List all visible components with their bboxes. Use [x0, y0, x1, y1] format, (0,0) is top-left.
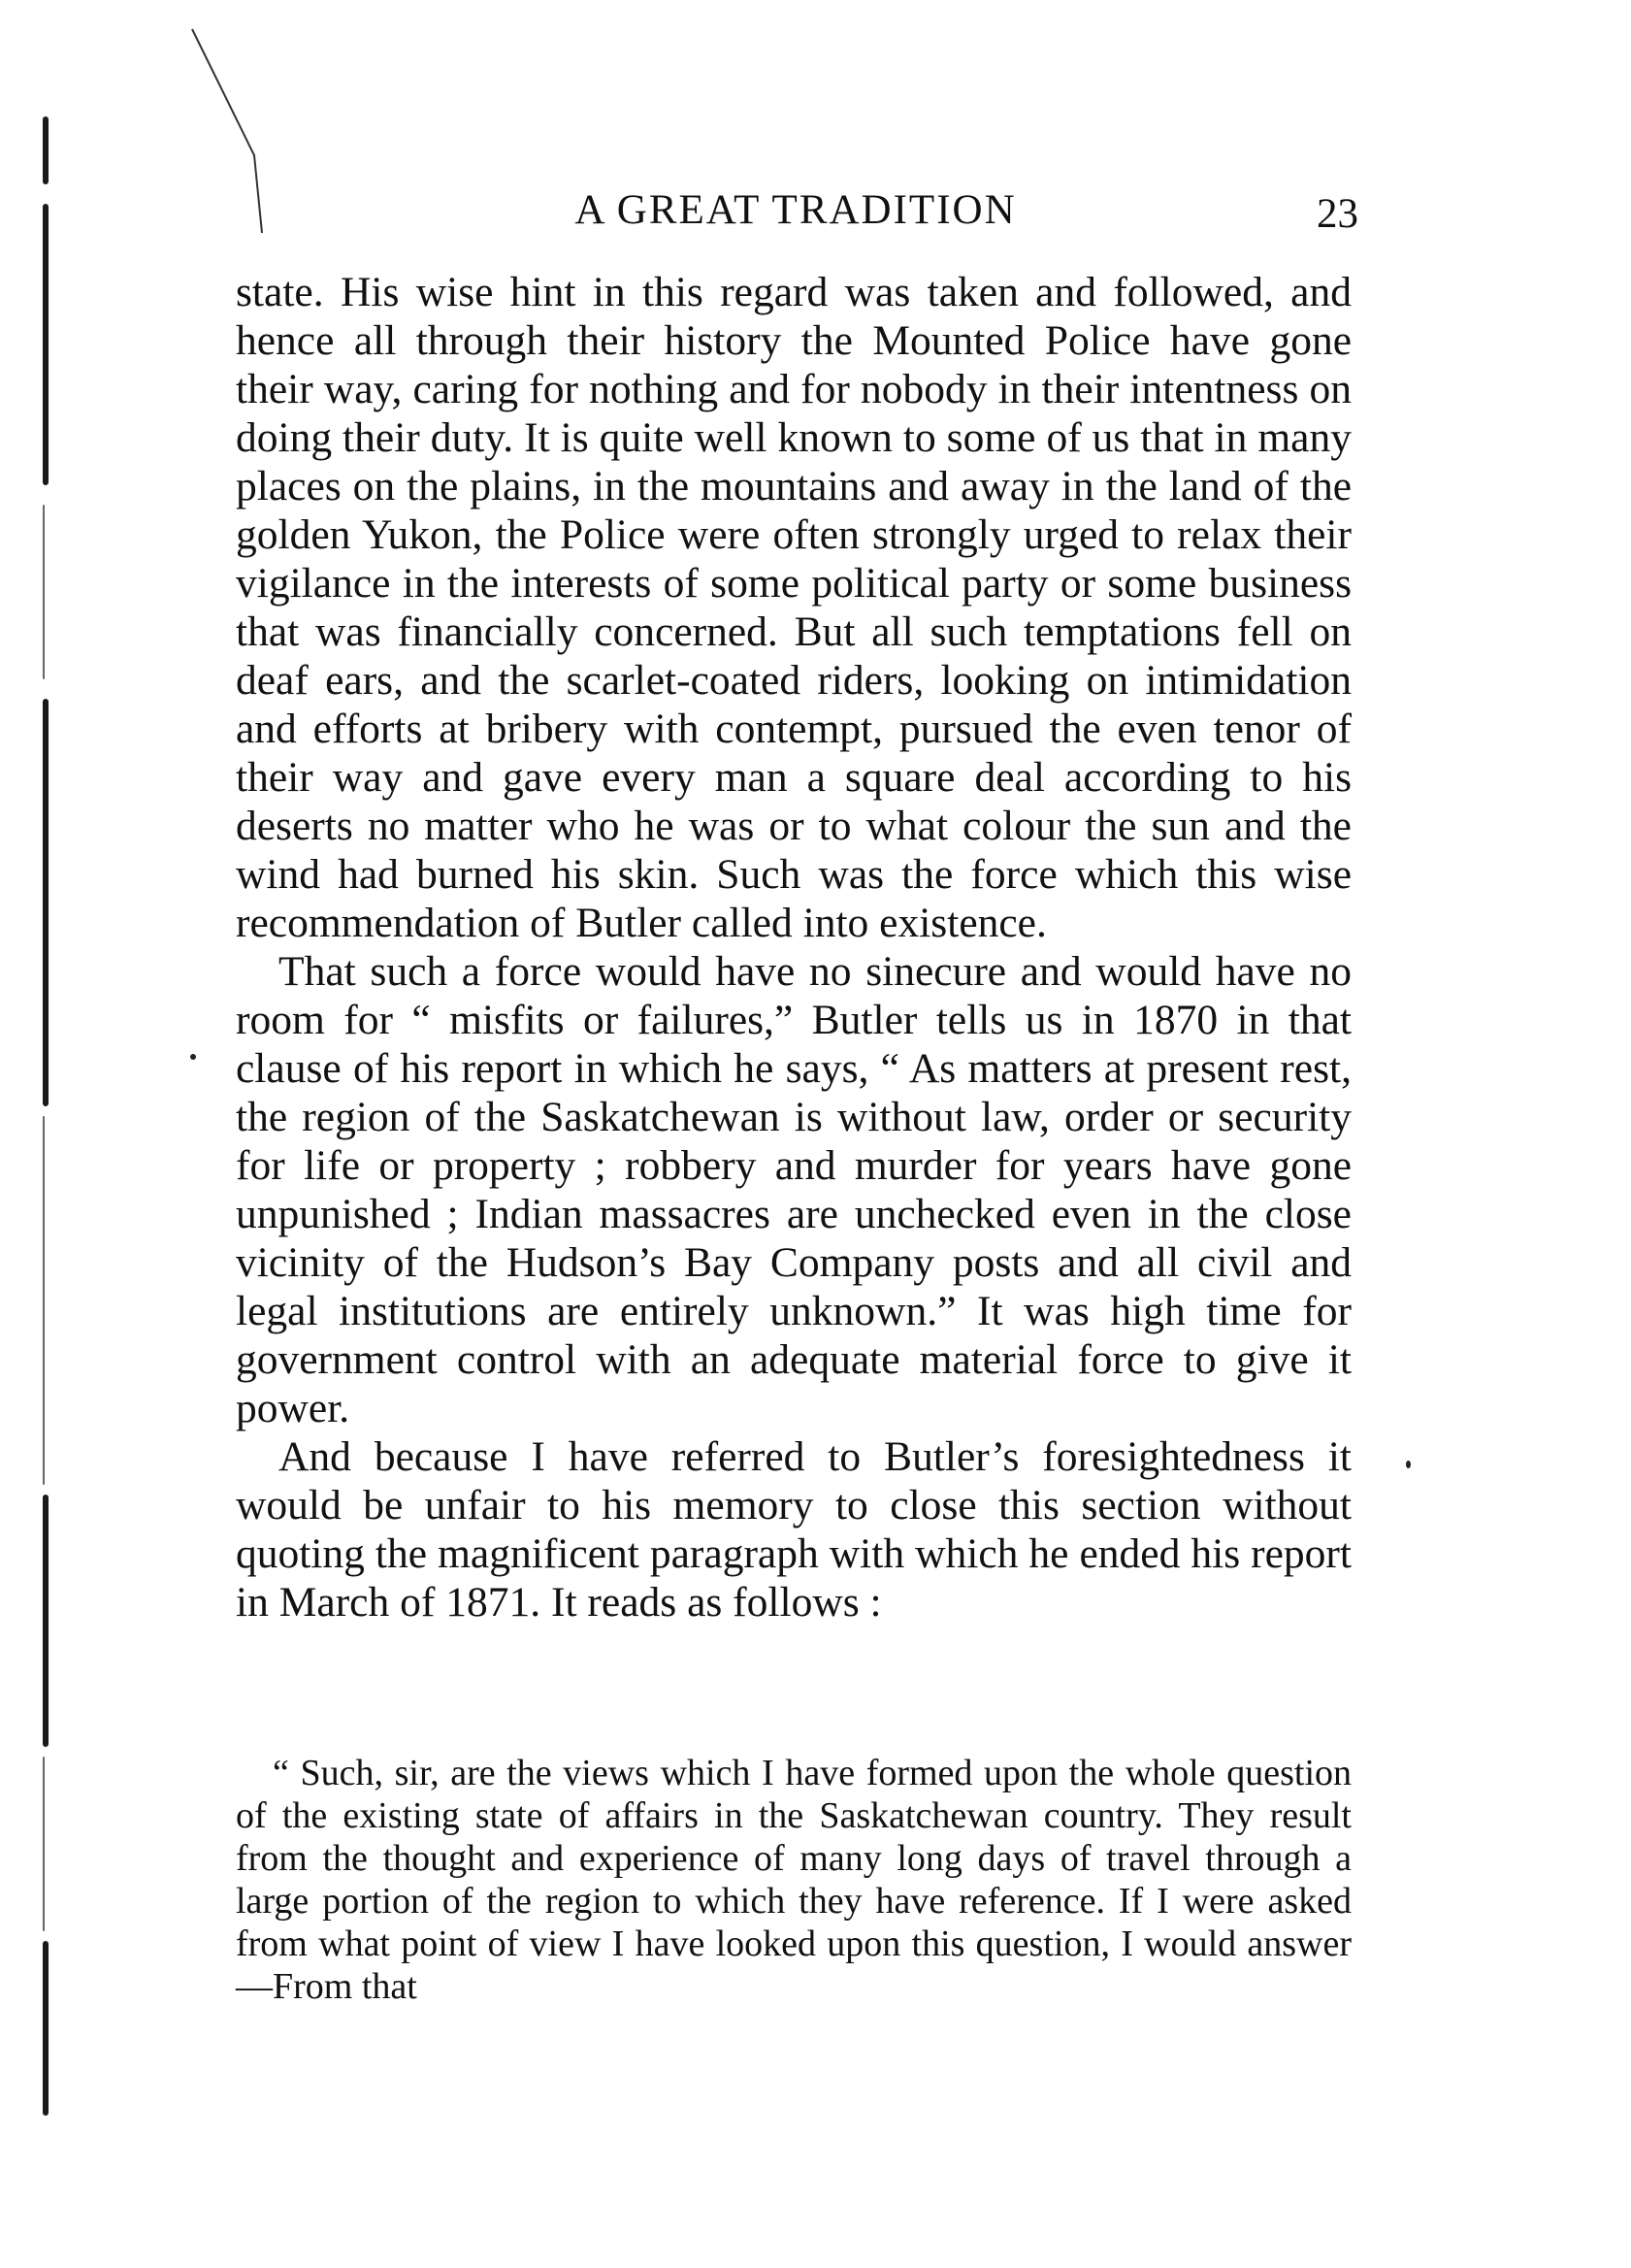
block-quote — [236, 1752, 1352, 2008]
page-header — [233, 186, 1358, 241]
running-title: A GREAT TRADITION — [574, 187, 1017, 233]
paragraph: That such a force would have no sinecure and would have no room for “ misfits or failures,” Butler tells us in 1870 in that clause of his report in which he says, “ As matters at present rest, the region of the Saskatchewan is without law, order or security for life or property ; robbery and murder for years have gone unpunished ; Indian massacres are unchecked even in the close vicinity of the Hudson’s Bay Company posts and all civil and legal institutions are entirely unknown.” It was high time for government control with an adequate material force to give it power. — [236, 948, 1352, 1431]
quote-paragraph: “ Such, sir, are the views which I have formed upon the whole question of the existing state of affairs in the Saskatchewan country. They result from the thought and experience of many long days of travel through a large portion of the region to which they have reference. If I were asked from what point of view I have looked upon this question, I would answer—From that — [236, 1753, 1352, 2007]
paragraph: And because I have referred to Butler’s foresightedness it would be unfair to his memory to close this section without quoting the magnificent paragraph with which he ended his report in March of 1871. It reads as follows : — [236, 1433, 1352, 1626]
ink-speck — [1406, 1461, 1411, 1468]
page-number: 23 — [1317, 191, 1358, 237]
body-text — [236, 268, 1352, 1627]
paragraph: state. His wise hint in this regard was taken and followed, and hence all through their history the Mounted Police have gone their way, caring for nothing and for nobody in their intentness on doing their duty. It is quite well known to some of us that in many places on the plains, in the mountains and away in the land of the golden Yukon, the Police were often strongly urged to relax their vigilance in the interests of some political party or some business that was financially concerned. But all such temptations fell on deaf ears, and the scarlet-coated riders, looking on intimidation and efforts at bribery with contempt, pursued the even tenor of their way and gave every man a square deal according to his deserts no matter who he was or to what colour the sun and the wind had burned his skin. Such was the force which this wise recommendation of Butler called into existence. — [236, 269, 1352, 946]
ink-speck — [190, 1054, 196, 1060]
